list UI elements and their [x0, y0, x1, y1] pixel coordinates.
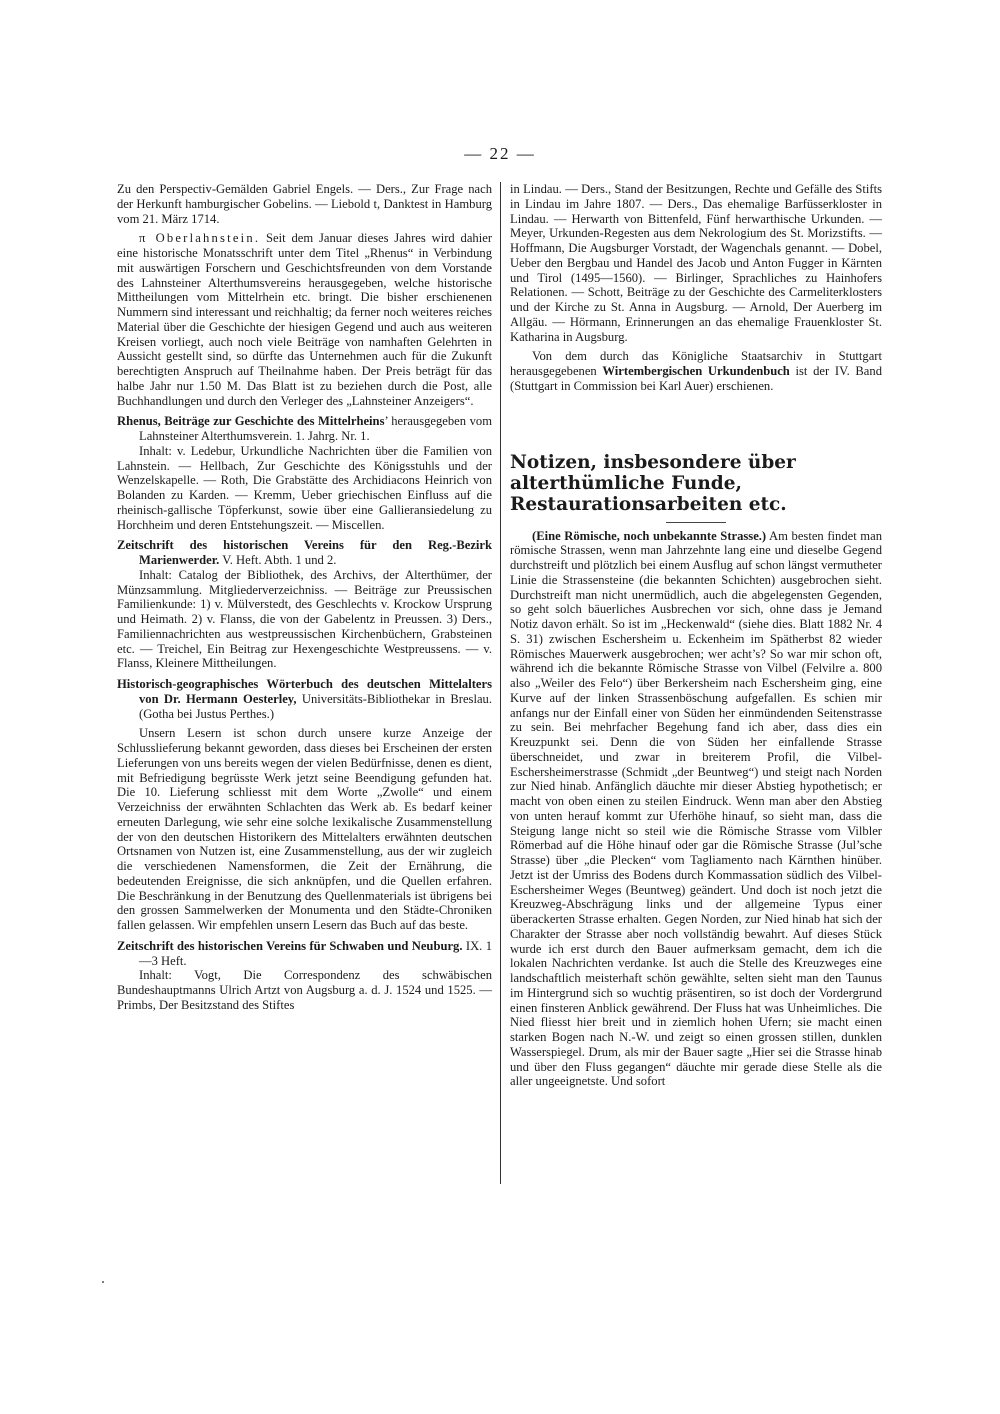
right-paragraph-3 — [510, 529, 882, 1090]
entry-heading-schwaben-bold: Zeitschrift des historischen Vereins für Schwaben und Neuburg. — [117, 938, 463, 953]
entry-heading-marienwerder-plain: V. Heft. Abth. 1 und 2. — [219, 553, 337, 567]
entry-heading-marienwerder-bold: Zeitschrift des historischen Vereins für den Reg.-Bezirk Marienwerder. — [117, 538, 492, 567]
heading-rule — [666, 522, 726, 523]
section-heading: Notizen, insbesondere über alterthümliche Funde, Restaurationsarbeiten etc. — [510, 451, 796, 515]
entry-heading-schwaben — [117, 939, 492, 969]
margin-mark — [102, 1281, 104, 1283]
entry-heading-marienwerder — [117, 538, 492, 568]
left-paragraph-1: Zu den Perspectiv-Gemälden Gabriel Engels. — Ders., Zur Frage nach der Herkunft hamburgischer Gobelins. — Liebold t, Danktest in Hamburg vom 21. März 1714. — [117, 182, 492, 226]
left-paragraph-6: Inhalt: Vogt, Die Correspondenz des schwäbischen Bundeshauptmanns Ulrich Artzt von Augsburg a. d. J. 1524 und 1525. — Primbs, Der Besitzstand des Stiftes — [117, 968, 492, 1012]
page-number: — 22 — — [464, 144, 536, 163]
entry-heading-schwaben-plain: IX. 1—3 Heft. — [139, 938, 492, 968]
left-paragraph-2-text: Seit dem Januar dieses Jahres wird dahier eine historische Monatsschrift unter dem Titel „Rhenus“ in Verbindung mit auswärtigen Forschern und Geschichtsfreunden von dem Vorstande des Lahnsteiner Alterthumsvereins herausgegeben, welche historische Mittheilungen vom Mittelrhein etc. bringt. Die bisher erschienenen Nummern sind interessant und reichhaltig; da ferner noch weiteres reiches Material über die Geschichte der hiesigen Gegend und auch aus weiteren Kreisen vorliegt, auch noch viele Beiträge von namhaften Gelehrten in Aussicht gestellt sind, so dürfte das Unternehmen auch für die Zukunft berechtigten Anspruch auf Theilnahme haben. Der Preis beträgt für das halbe Jahr nur 1.50 M. Das Blatt ist zu beziehen durch die Post, alle Buchhandlungen und durch den Verleger des „Lahnsteiner Anzeigers“. — [117, 231, 493, 408]
right-paragraph-2 — [510, 349, 882, 393]
place-lead: π Oberlahnstein. — [139, 231, 261, 246]
right-paragraph-3-text: Am besten findet man römische Strassen, wenn man Jahrzehnte lang eine und dieselbe Gegend durchstreift und plötzlich bei einem Ausflug auf schon längst vermutheter Linie die Strassensteine (die bekannten Schichten) ausgebrochen sieht. Durchstreift man nicht unermüdlich, auch die abgelegensten Gegenden, so geht solch bäuerliches Ausbrechen vor sich, ohne dass je Jemand Notiz davon erhält. So ist im „Heckenwald“ (siehe dies. Blatt 1882 Nr. 4 S. 31) zwischen Eschersheim u. Eckenheim im Spätherbst 82 wieder Römisches Mauerwerk ausgebrochen; wer acht’s? So war mir schon oft, während ich die bekannte Römische Strasse von Vilbel (Felvilre a. 800 also „Weiler des Felo“) über Berkersheim nach Eschersheim ging, eine Kurve auf der linken Strassenböschung aufgefallen. Es schien mir anfangs nur der Einfall einer von Süden her einmündenden Seitenstrasse zu sein. Bei mehrfacher Begehung fand ich aber, dass dies ein Kreuzpunkt sei. Denn die von Süden her einfallende Strasse überschneidet, und zwar in breiterem Profil, die Vilbel-Eschersheimerstrasse (Schmidt „der Beuntweg“) und steigt nach Norden zur Nied hinab. Anfänglich däuchte mir dieser Abstieg hypothetisch; er macht von oben einen zu steilen Eindruck. Wenn man aber den Abstieg von unten herauf kommt zur Uferhöhe hinauf, so sieht man, dass die Steigung lange nicht so steil wie die Römische Strasse vom Vilbler Römerbad auf die Höhe hinauf oder gar die Römische Strasse (Jul’sche Strasse) über „die Plecken“ vom Tagliamento nach Kärnthen hinüber. Jetzt ist der Umriss des Bodens durch Kommassation südlich des Vilbel-Eschersheimer Weges (Beuntweg) geändert. Und doch ist noch jetzt die Kreuzweg-Abschrägung links und der allgemeine Typus einer überackerten Strasse erhalten. Gegen Norden, zur Nied hinab hat sich der Charakter der Strasse aber noch vollständig bewahrt. Auf dieses Stück wurde ich erst durch den Bauer aufmerksam gemacht, dem ich die lokalen Nachrichten verdanke. Ist auch die Stelle des Kreuzweges eine landschaftlich meisterhaft schön gewählte, selten sieht man den Taunus im Hintergrund sich so wuchtig präsentiren, so ist doch der Vordergrund einen finsteren Anblick gewährend. Der Fluss hat was Unheimliches. Die Nied fliesst hier breit und in ziemlich hohen Ufern; sie macht einen starken Bogen nach N.-W. und zeigt so einen grossen stillen, dunklen Wasserspiegel. Drum, als mir der Bauer sagte „Hier sei die Strasse hinab und über den Fluss gegangen“ däuchte mir gerade diese Stelle als die aller ungeeignetste. Und sofort — [510, 528, 882, 1089]
urkundenbuch-title: Wirtembergischen Urkundenbuch — [602, 364, 790, 378]
entry-heading-woerterbuch-plain: Universitäts-Bibliothekar in Breslau. (Gotha bei Justus Perthes.) — [139, 691, 492, 721]
column-divider — [500, 182, 501, 1184]
entry-heading-woerterbuch-bold: Historisch-geographisches Wörterbuch des deutschen Mittelalters von Dr. Hermann Oesterley, — [117, 677, 492, 706]
article-lead: (Eine Römische, noch unbekannte Strasse.) — [532, 528, 767, 543]
left-paragraph-4: Inhalt: Catalog der Bibliothek, des Archivs, der Alterthümer, der Münzsammlung. Mitgliederverzeichniss. — Beiträge zur Preussischen Familienkunde: 1) v. Mülverstedt, des Geschlechts v. Krockow Ursprung und Heimath. 2) v. Flanss, die von der Gabelentz in Preussen. 3) Ders., Familiennachrichten aus westpreussischen Kirchenbüchern, Grabsteinen etc. — Treichel, Ein Beitrag zur Hexengeschichte Westpreussens. — v. Flanss, Kleinere Mittheilungen. — [117, 567, 492, 671]
entry-heading-woerterbuch — [117, 677, 492, 721]
right-column — [510, 182, 882, 1089]
entry-heading-rhenus — [117, 414, 492, 444]
entry-heading-rhenus-plain: ’ herausgegeben vom Lahnsteiner Alterthumsverein. 1. Jahrg. Nr. 1. — [139, 414, 492, 443]
left-paragraph-5: Unsern Lesern ist schon durch unsere kurze Anzeige der Schlusslieferung bekannt geworden, dass dieses bei Erscheinen der ersten Lieferungen von uns bereits wegen der vielen Bedürfnisse, denen es dient, mit Befriedigung begrüsste Werk jetzt seine Beendigung gefunden hat. Die 10. Lieferung schliesst mit dem Worte „Zwolle“ und einem Verzeichniss der erwähnten Schlachten das Werk ab. Es bedarf keiner erneuten Darlegung, wie sehr eine solche lexikalische Zusammenstellung der von den deutschen Historikern des Mittelalters erwähnten deutschen Ortsnamen von Nutzen ist, eine Zusammenstellung, aus der wir zugleich die verschiedenen Namensformen, die Zeit der Ernährung, die bedeutenden Ereignisse, die sich anknüpfen, und die Quellen erfahren. Die Beschränkung in der Benutzung des Quellenmaterials ist übrigens bei den grossen Sammelwerken der Monumenta und den Städte-Chroniken fallen gelassen. Wir empfehlen unsern Lesern das Buch auf das beste. — [117, 726, 492, 932]
left-column — [117, 182, 492, 1013]
right-paragraph-2-a: Von dem durch das Königliche Staatsarchiv in Stuttgart herausgegebenen — [510, 349, 882, 378]
left-paragraph-3: Inhalt: v. Ledebur, Urkundliche Nachrichten über die Familien von Lahnstein. — Hellbach, Zur Geschichte des Königsstuhls und der Wenzelskapelle. — Roth, Die Grabstätte des Archidiacons Heinrich von Bolanden zu Karden. — Kremm, Ueber griechischen Einfluss auf die rheinisch-gallische Töpferkunst, sowie über eine Gallieransiedelung zu Horchheim und deren Entstehungszeit. — Miscellen. — [117, 443, 492, 532]
right-paragraph-2-b: ist der IV. Band (Stuttgart in Commission bei Karl Auer) erschienen. — [510, 364, 882, 393]
left-paragraph-2 — [117, 231, 492, 408]
right-paragraph-1: in Lindau. — Ders., Stand der Besitzungen, Rechte und Gefälle des Stifts in Lindau im Jahre 1807. — Ders., Das ehemalige Barfüsserkloster in Lindau. — Herwarth von Bittenfeld, Fünf herwarthische Urkunden. — Meyer, Urkunden-Regesten aus dem Nekrologium des St. Morizstifts. — Hoffmann, Die Augsburger Vorstadt, der Wagenchals genannt. — Dobel, Ueber den Bergbau und Handel des Jacob und Anton Fugger in Kärnten und Tirol (1495—1560). — Birlinger, Sprachliches zu Hainhofers Relationen. — Schott, Beiträge zu der Geschichte des Carmeliterklosters und der Kirche zu St. Anna in Augsburg. — Arnold, Der Auerberg im Allgäu. — Hörmann, Erinnerungen an das ehemalige Frauenkloster St. Katharina in Augsburg. — [510, 182, 882, 344]
entry-heading-rhenus-bold: Rhenus, Beiträge zur Geschichte des Mittelrheins — [117, 414, 385, 429]
